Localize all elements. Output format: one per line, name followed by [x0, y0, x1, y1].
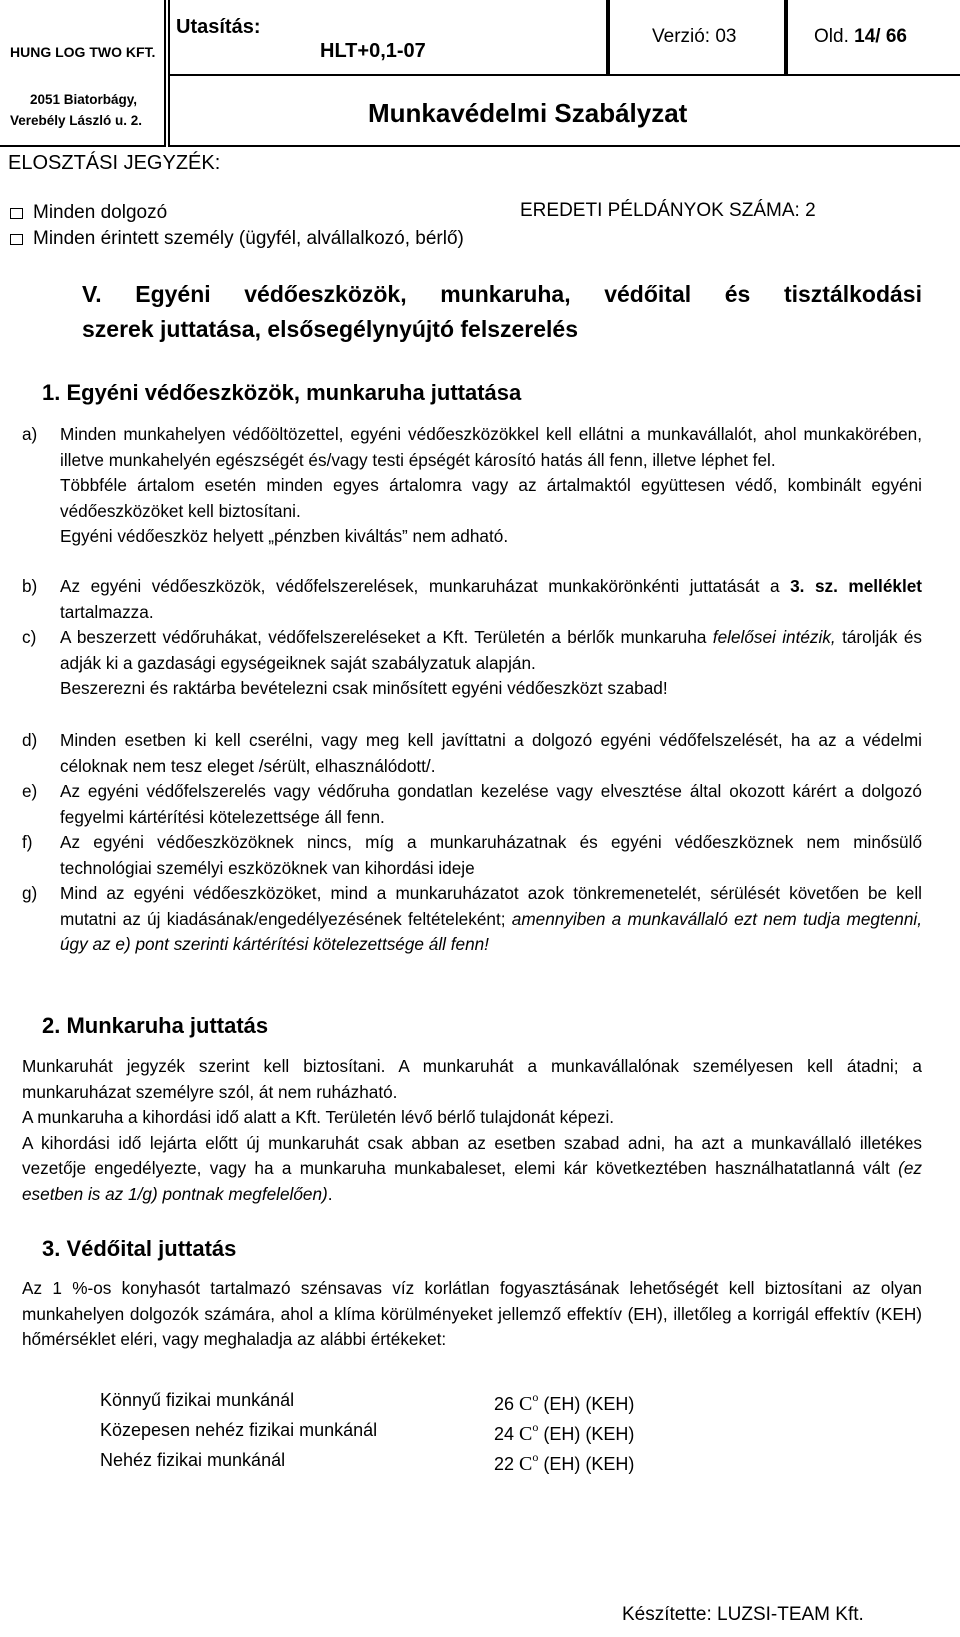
paragraph: Többféle ártalom esetén minden egyes ártalomra vagy az ártalmaktól együttesen védő, kombinált egyéni védőeszközöket kell biztosítani. [60, 475, 922, 521]
paragraph [22, 1131, 922, 1208]
temperature-row-value [494, 1390, 634, 1416]
list-label: d) [22, 730, 38, 750]
list-item-f-text: Az egyéni védőeszközöknek nincs, míg a munkaruházatnak és egyéni védőeszköznek nem minősülő technológiai személyi eszközöknek van kihordási ideje [60, 832, 922, 878]
page-number: 14/ 66 [854, 26, 907, 47]
section-heading-line1: V. Egyéni védőeszközök, munkaruha, védőital és tisztálkodási [82, 281, 922, 307]
distribution-title: ELOSZTÁSI JEGYZÉK: [8, 152, 221, 174]
title-cell [168, 76, 960, 147]
celsius-unit [519, 1420, 539, 1445]
subsection-3-title: 3. Védőital juttatás [42, 1236, 237, 1261]
text-run-italic: amennyiben a munkavállaló ezt nem tudja megtenni, úgy az e) pont szerinti kártérítési kötelezettsége áll fenn! [60, 908, 922, 954]
temperature-row-value [494, 1420, 634, 1446]
list-item-c-text [60, 625, 922, 702]
distribution-item-label: Minden érintett személy (ügyfél, alvállalkozó, bérlő) [33, 228, 464, 249]
paragraph: Munkaruhát jegyzék szerint kell biztosítani. A munkaruhát a munkavállalónak személyesen kell átadni; a munkaruházat személyre szól, át nem ruházható. [22, 1056, 922, 1102]
paragraph: A munkaruha a kihordási idő alatt a Kft. Területén lévő bérlő tulajdonát képezi. [22, 1107, 615, 1127]
document-header [0, 0, 960, 147]
celsius-unit [519, 1390, 539, 1415]
subsection-2-body [22, 1054, 922, 1207]
paragraph: Minden munkahelyen védőöltözettel, egyéni védőeszközökkel kell ellátni a munkavállalót, ahol munkakörében, illetve munkahelyén egészségét és/vagy testi épségét károsító hatás áll fenn, illetve léphet fel. [60, 424, 922, 470]
company-cell [0, 0, 166, 147]
annex-reference: 3. sz. melléklet [790, 576, 922, 596]
text-run-italic: (ez esetben is az 1/g) pontnak megfelelően) [22, 1158, 922, 1204]
subsection-1-title: 1. Egyéni védőeszközök, munkaruha juttatása [42, 380, 522, 405]
unit-superscript: o [532, 1420, 539, 1434]
paragraph: Egyéni védőeszköz helyett „pénzben kiváltás” nem adható. [60, 526, 509, 546]
text-run: . [327, 1183, 333, 1204]
checkbox-icon [10, 208, 23, 219]
temperature-row-value [494, 1450, 634, 1476]
text-run: Az egyéni védőeszközök, védőfelszerelések, munkaruházat munkakörönkénti juttatását a [60, 576, 791, 596]
document-title: Munkavédelmi Szabályzat [368, 98, 688, 128]
temperature-suffix: (EH) (KEH) [543, 1454, 635, 1474]
list-label: e) [22, 781, 38, 801]
page-prefix: Old. [814, 26, 849, 47]
original-copies-count: EREDETI PÉLDÁNYOK SZÁMA: 2 [520, 200, 816, 221]
subsection-2-title: 2. Munkaruha juttatás [42, 1013, 269, 1038]
list-label: a) [22, 424, 38, 444]
list-item-a-text [60, 422, 922, 550]
unit-letter: C [519, 1423, 533, 1445]
unit-letter: C [519, 1453, 533, 1475]
temperature-value: 26 [494, 1394, 515, 1414]
distribution-item-label: Minden dolgozó [33, 202, 168, 223]
list-label: b) [22, 576, 38, 596]
version-cell [608, 0, 786, 76]
instruction-cell [168, 0, 608, 76]
instruction-label: Utasítás: [176, 16, 261, 38]
temperature-row-label: Nehéz fizikai munkánál [100, 1450, 286, 1470]
version-text: Verzió: 03 [652, 26, 737, 47]
unit-superscript: o [532, 1450, 539, 1464]
temperature-row-label: Könnyű fizikai munkánál [100, 1390, 295, 1410]
list-label: f) [22, 832, 33, 852]
list-label: c) [22, 627, 37, 647]
unit-superscript: o [532, 1390, 539, 1404]
list-item-g-text [60, 881, 922, 958]
subsection-3-body: Az 1 %-os konyhasót tartalmazó szénsavas víz korlátlan fogyasztásának lehetőségét kell biztosítani az olyan munkahelyen dolgozók számára, ahol a klíma körülményeket jellemző effektív (EH), illetőleg a korrigál effektív (KEH) hőmérséklet eléri, vagy meghaladja az alábbi értékeket: [22, 1278, 922, 1349]
celsius-unit [519, 1450, 539, 1475]
temperature-value: 22 [494, 1454, 515, 1474]
company-name: HUNG LOG TWO KFT. [10, 44, 156, 60]
company-address-street: Verebély László u. 2. [10, 113, 143, 128]
instruction-code: HLT+0,1-07 [320, 40, 426, 62]
temperature-row-label: Közepesen nehéz fizikai munkánál [100, 1420, 378, 1440]
list-item-d-text: Minden esetben ki kell cserélni, vagy meg kell javíttatni a dolgozó egyéni védőfelszelését, ha az a védelmi céloknak nem tesz eleget /sérült, elhasználódott/. [60, 730, 922, 776]
checkbox-icon [10, 234, 23, 245]
author-footer: Készítette: LUZSI-TEAM Kft. [622, 1604, 864, 1625]
page-cell [786, 0, 960, 76]
text-run: A kihordási idő lejárta előtt új munkaruhát csak abban az esetben szabad adni, ha azt a munkavállaló illetékes vezetője engedélyezte, vagy ha a munkaruha munkabaleset, elemi kár következtében használhatatlanná vált [22, 1132, 922, 1178]
text-run: tartalmazza. [60, 601, 154, 622]
list-item-b-text [60, 574, 922, 625]
section-heading-line2: szerek juttatása, elsősegélynyújtó felszerelés [82, 316, 579, 342]
distribution-item-affected-persons [10, 228, 464, 250]
text-run: A beszerzett védőruhákat, védőfelszereléseket a Kft. Területén a bérlők munkaruha [60, 627, 713, 647]
company-address-city: 2051 Biatorbágy, [30, 92, 138, 107]
unit-letter: C [519, 1393, 533, 1415]
temperature-suffix: (EH) (KEH) [543, 1394, 635, 1414]
temperature-value: 24 [494, 1424, 515, 1444]
list-item-e-text: Az egyéni védőfelszerelés vagy védőruha gondatlan kezelése vagy elvesztése által okozott kárért a dolgozó fegyelmi kártérítési kötelezettsége áll fenn. [60, 781, 922, 827]
list-label: g) [22, 883, 38, 903]
distribution-item-all-employees [10, 202, 167, 224]
text-run: Mind az egyéni védőeszközöket, mind a munkaruházatot azok tönkremenetelét, sérülését követően be kell mutatni az új kiadásának/engedélyezésének feltételeként; [60, 883, 922, 929]
paragraph: Beszerezni és raktárba bevételezni csak minősített egyéni védőeszközt szabad! [60, 678, 668, 698]
page-indicator [814, 26, 907, 48]
text-run: tárolják és adják ki a gazdasági egységeiknek saját szabályzatuk alapján. [60, 627, 922, 673]
section-heading [82, 277, 922, 347]
temperature-suffix: (EH) (KEH) [543, 1424, 635, 1444]
text-run-italic: felelősei intézik, [712, 627, 836, 647]
